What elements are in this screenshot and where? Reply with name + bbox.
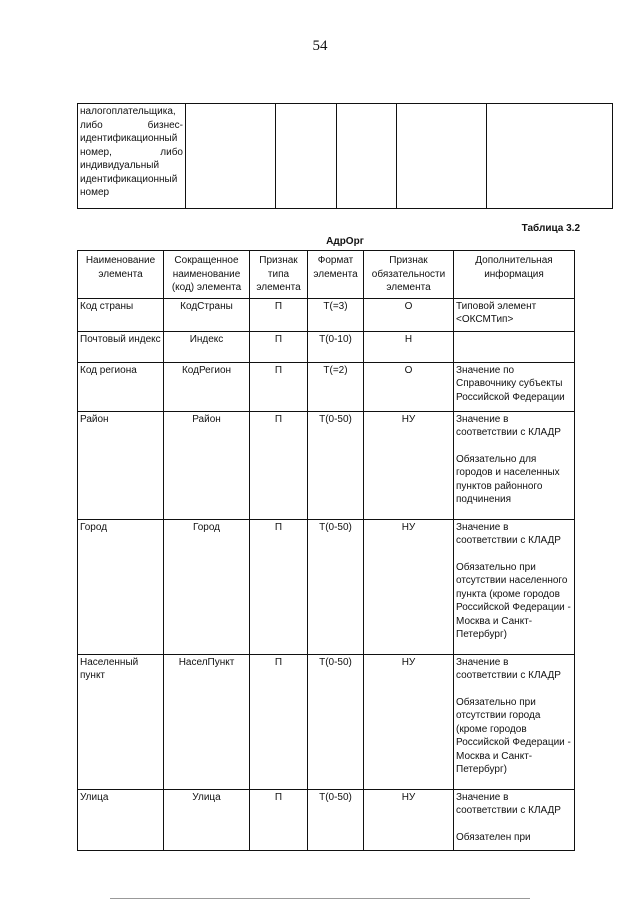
cell-format: Т(=3) [308,298,364,331]
table-row [78,104,613,209]
cell-name: Почтовый индекс [78,331,164,362]
cell-format: Т(0-10) [308,331,364,362]
cell-info [454,331,575,362]
table-row [78,519,575,654]
info-paragraph: Значение в соответствии с КЛАДР [456,413,561,438]
cell-name: Улица [78,789,164,850]
cell-required: О [364,298,454,331]
cell-format: Т(0-50) [308,654,364,789]
page-number: 54 [312,38,328,54]
info-paragraph: Обязателен при [456,831,531,843]
cell-format: Т(=2) [308,362,364,411]
cell-name: Код региона [78,362,164,411]
info-paragraph: Значение в соответствии с КЛАДР [456,656,561,681]
table-row [78,789,575,850]
cell-type: П [250,654,308,789]
cell-code: Улица [164,789,250,850]
info-paragraph: Обязательно при отсутствии населенного пункта (кроме городов Российской Федерации - Москва и Санкт-Петербург) [456,561,571,640]
info-paragraph: Обязательно для городов и населенных пунктов районного подчинения [456,453,560,505]
cell-code: КодРегион [164,362,250,411]
cell-name: Населенный пункт [78,654,164,789]
cell-code: Индекс [164,331,250,362]
bottom-rule [110,898,530,899]
cell-info [454,411,575,519]
cell-info [454,298,575,331]
cell-type: П [250,298,308,331]
cell-code: НаселПункт [164,654,250,789]
cell-required: НУ [364,519,454,654]
continuation-table [77,103,613,209]
cell-type: П [250,519,308,654]
header-code: Сокращенное наименование (код) элемента [164,251,250,299]
table-body [78,298,575,850]
cell-required: НУ [364,411,454,519]
cell-info [454,789,575,850]
cell-required: Н [364,331,454,362]
table-name: АдрОрг [326,236,364,247]
cell-required: О [364,362,454,411]
cell-format: Т(0-50) [308,411,364,519]
cell-info [454,362,575,411]
table-row [78,411,575,519]
continuation-cell-info [487,104,613,209]
header-type: Признак типа элемента [250,251,308,299]
address-table [77,250,575,851]
table-caption: Таблица 3.2 [521,223,580,234]
continuation-cell-name [78,104,186,209]
info-paragraph: Значение по Справочнику субъекты Российской Федерации [456,364,565,403]
table-row [78,298,575,331]
header-required: Признак обязательности элемента [364,251,454,299]
cell-format: Т(0-50) [308,789,364,850]
continuation-cell-code [186,104,276,209]
cell-format: Т(0-50) [308,519,364,654]
table-row [78,654,575,789]
cell-code: КодСтраны [164,298,250,331]
cell-code: Город [164,519,250,654]
cell-code: Район [164,411,250,519]
cell-name: Район [78,411,164,519]
table-header-row [78,251,575,299]
cell-type: П [250,411,308,519]
table-row [78,362,575,411]
cell-info [454,519,575,654]
cell-type: П [250,331,308,362]
header-info: Дополнительная информация [454,251,575,299]
header-format: Формат элемента [308,251,364,299]
cell-required: НУ [364,654,454,789]
header-name: Наименование элемента [78,251,164,299]
table-row [78,331,575,362]
info-paragraph: Типовой элемент <ОКСМТип> [456,300,537,325]
continuation-cell-req [397,104,487,209]
info-paragraph: Обязательно при отсутствии города (кроме городов Российской Федерации - Москва и Санкт-Петербург) [456,696,571,775]
continuation-cell-format [337,104,397,209]
cell-type: П [250,789,308,850]
cell-required: НУ [364,789,454,850]
cell-name: Код страны [78,298,164,331]
info-paragraph: Значение в соответствии с КЛАДР [456,521,561,546]
cell-name: Город [78,519,164,654]
continuation-name-text: налогоплательщика, либо бизнес-идентификационный номер, либо индивидуальный идентификационный номер [80,106,183,198]
cell-type: П [250,362,308,411]
continuation-cell-type [276,104,337,209]
cell-info [454,654,575,789]
info-paragraph: Значение в соответствии с КЛАДР [456,791,561,816]
